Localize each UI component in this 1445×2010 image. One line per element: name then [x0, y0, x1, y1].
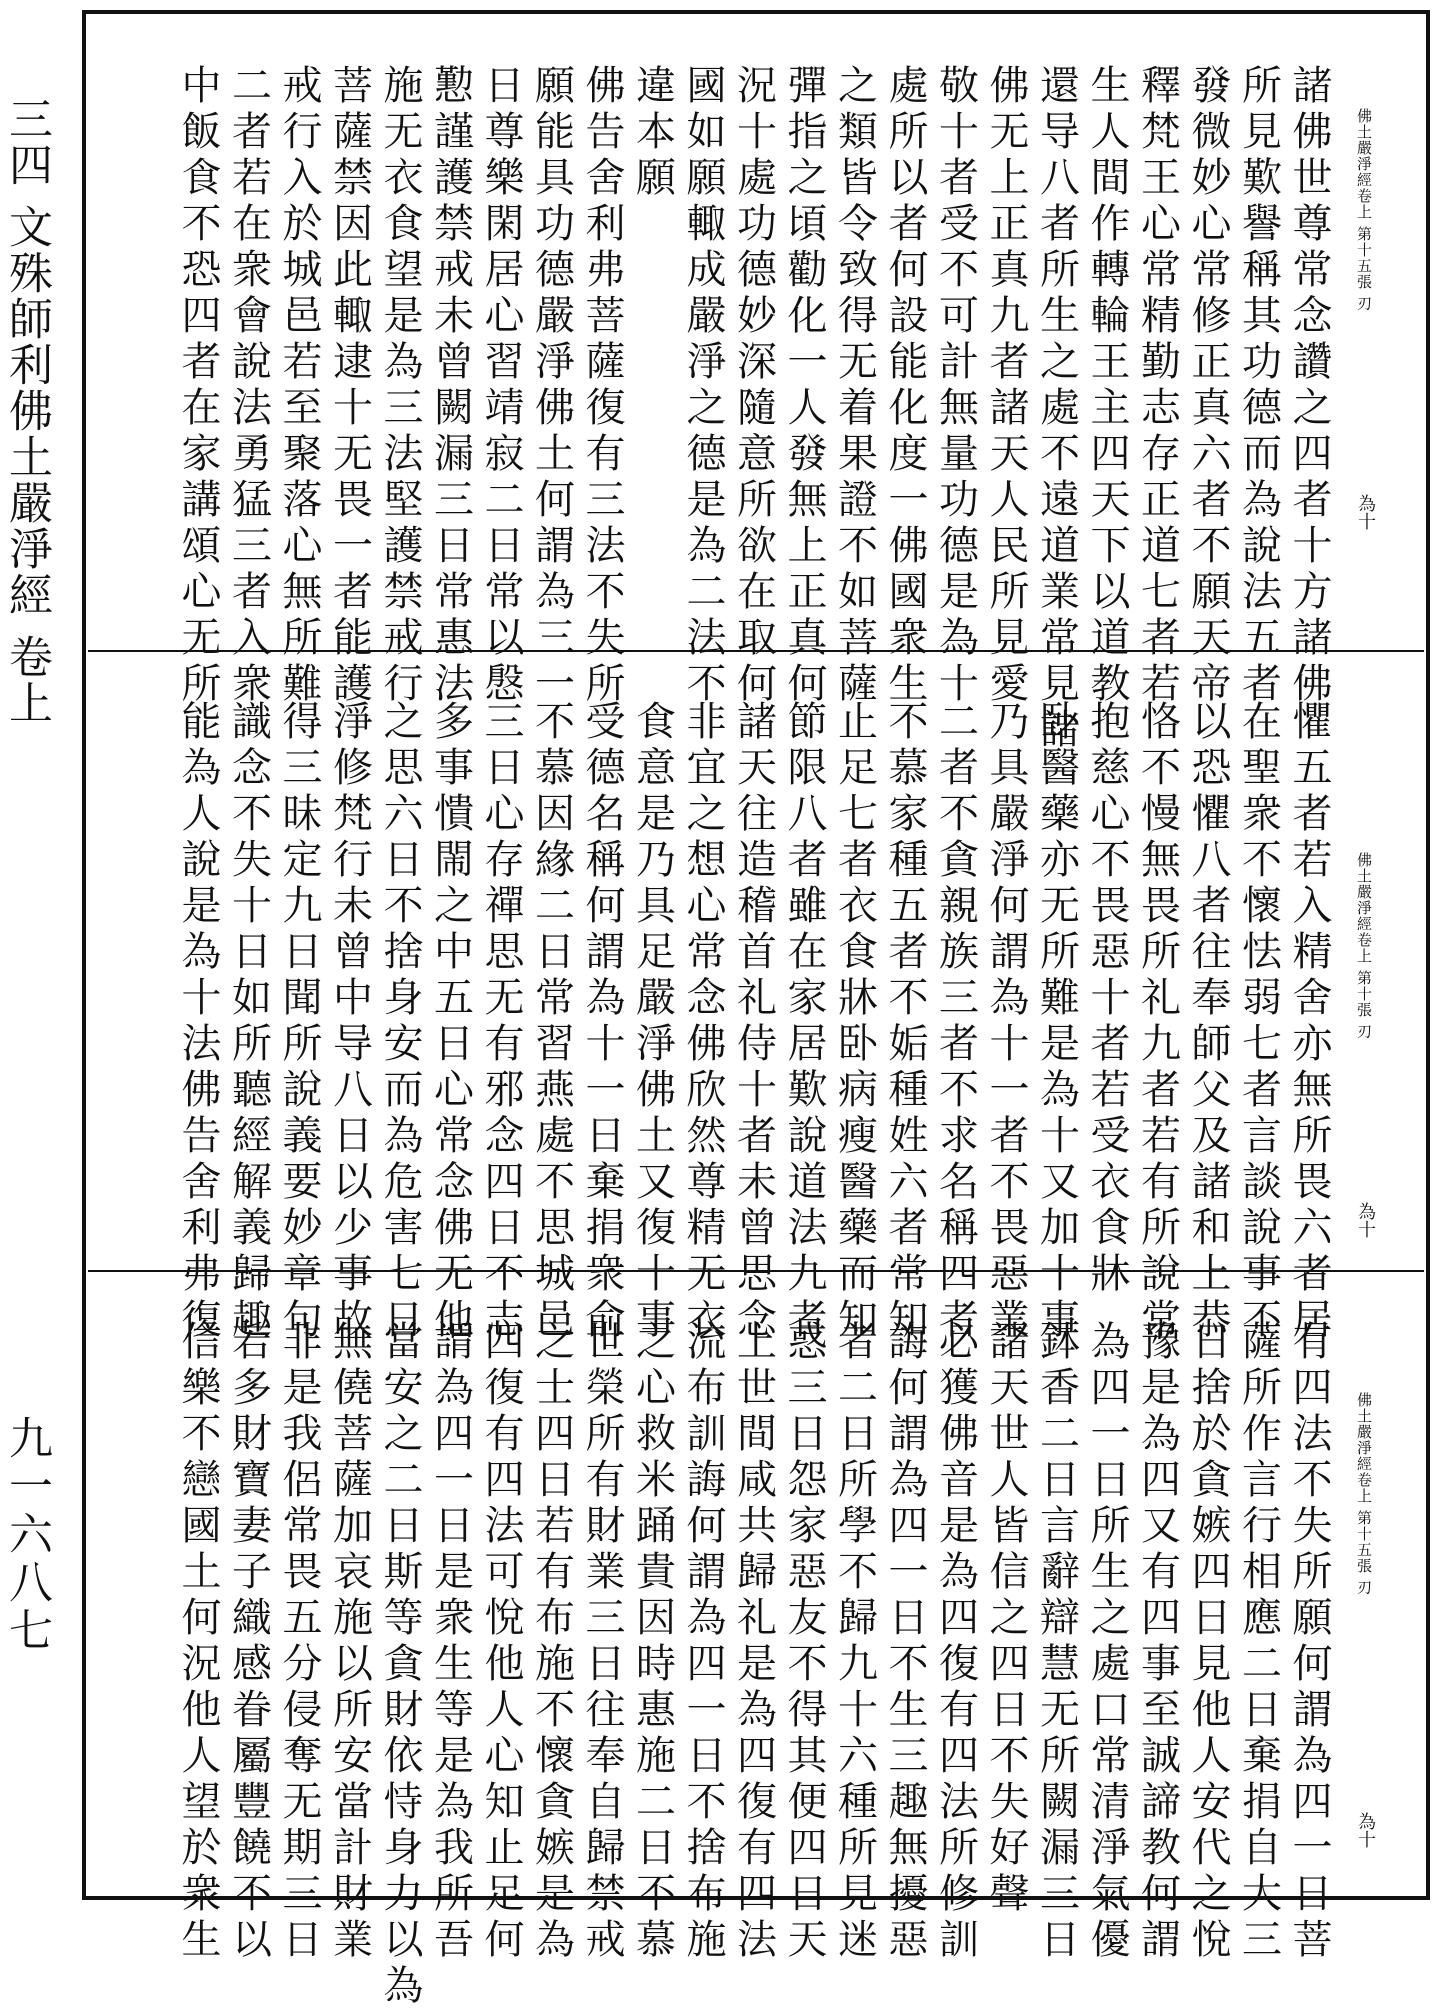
- text-column: 二者若在衆會說法勇猛三者入衆: [225, 64, 272, 708]
- text-column: 四復有四法可悅他人心知止足何: [478, 1320, 524, 1964]
- text-column: 菩薩禁因此輙逮十无畏一者能護: [326, 64, 373, 708]
- text-column: 懃謹護禁戒未曾闕漏三日常惠法: [427, 64, 474, 708]
- text-column: 諸天世人皆信之四日不失好聲: [983, 1320, 1029, 1918]
- text-column: 當安之二日斯等貪財依恃身力以為: [377, 1320, 423, 2010]
- text-column: 日捨於貪嫉四日見他人安代之悅: [1185, 1320, 1231, 1964]
- page-number: 九一六八七: [1, 1415, 52, 1655]
- text-column: 日尊樂閑居心習靖寂二日常以慇: [478, 64, 524, 708]
- text-column: 願能具功德嚴淨佛土何謂為三一: [528, 64, 575, 708]
- text-column: 以恐懼八者往奉師父及諸和上恭: [1185, 700, 1231, 1344]
- text-column: 識念不失十日如所聽經解義歸趣: [225, 700, 272, 1344]
- text-column: 施无衣食望是為三法堅護禁戒行: [377, 64, 423, 708]
- text-column: 處所以者何設能化度一佛國衆生: [882, 64, 928, 708]
- text-column: 惑三日怨家惡友不得其便四日天: [781, 1320, 827, 1964]
- text-column: 恪不慢無畏所礼九者若有所說常: [1134, 700, 1181, 1344]
- text-panel-2: [88, 652, 1424, 1344]
- text-column: 必獲佛音是為四復有四法所修訓: [932, 1320, 979, 1964]
- text-column: 節限八者雖在家居歎說道法九者: [781, 700, 827, 1344]
- text-column: 違本願: [629, 64, 676, 202]
- text-column: 不慕因緣二日常習燕處不思城邑: [528, 700, 575, 1344]
- text-column: 為四一日所生之處口常清淨氣優: [1084, 1320, 1130, 1964]
- text-column: 無僥菩薩加哀施以所安當計財業: [326, 1320, 373, 1964]
- text-column: 乃具嚴淨何謂為十一者不畏惡業: [983, 700, 1029, 1344]
- text-column: 諸佛世尊常念讚之四者十方諸佛: [1286, 64, 1332, 708]
- text-column: 受德名稱何謂為十一日棄捐衆俞: [579, 700, 625, 1344]
- text-column: 誨何謂為四一日不生三趣無擾惡: [882, 1320, 928, 1964]
- text-column: 止足七者衣食牀卧病瘦醫藥而知: [831, 700, 878, 1344]
- text-columns: [88, 1272, 1424, 2010]
- text-column: 食意是乃具足嚴淨佛土又復十事: [629, 700, 676, 1344]
- text-column: 謂為四一日是衆生等是為我所吾: [427, 1320, 474, 1964]
- text-column: 所見歎譽稱其功德而為說法五者: [1235, 64, 1282, 708]
- text-column: 多事憒閙之中五日心常念佛无他: [427, 700, 474, 1344]
- text-column: 鉢香二日言辭辯慧无所闕漏三日: [1033, 1320, 1080, 1964]
- text-column: 國如願輙成嚴淨之德是為二法不: [680, 64, 726, 708]
- volume-title: 三四 文殊師利佛土嚴淨經 卷上: [1, 96, 52, 726]
- panel-margin-mark: 為十: [1355, 1202, 1376, 1238]
- text-panel-1: [88, 16, 1424, 754]
- text-column: 非宜之想心常念佛欣然尊精无衣: [680, 700, 726, 1344]
- text-column: 抱慈心不畏惡十者若受衣食牀: [1084, 700, 1130, 1298]
- text-column: 懼五者若入精舍亦無所畏六者居: [1286, 700, 1332, 1344]
- text-column: 在聖衆不懷怯弱七者言談說事不: [1235, 700, 1282, 1344]
- panel-margin-mark: 為十: [1355, 494, 1376, 530]
- text-column: 彈指之頃勸化一人發無上正真何: [781, 64, 827, 708]
- text-column: 卧醫藥亦无所難是為十又加十事: [1033, 700, 1080, 1344]
- text-column: 薩所作言行相應二日棄捐自大三: [1235, 1320, 1282, 1964]
- text-column: 上世間咸共歸礼是為四復有四法: [730, 1320, 777, 1964]
- text-panel-3: [88, 1272, 1424, 2010]
- text-column: 世榮所有財業三日往奉自歸禁戒: [579, 1320, 625, 1964]
- text-column: 諸天往造稽首礼侍十者未曾思念: [730, 700, 777, 1344]
- text-columns: [88, 652, 1424, 1344]
- text-column: 不慕家種五者不姤種姓六者常知: [882, 700, 928, 1344]
- text-column: 釋梵王心常精勤志存正道七者若: [1134, 64, 1181, 708]
- text-column: 淨修梵行未曾中导八日以少事故: [326, 700, 373, 1344]
- text-column: 生人間作轉輪王主四天下以道教: [1084, 64, 1130, 708]
- text-column: 者二日所學不歸九十六種所見迷: [831, 1320, 878, 1964]
- text-column: 之心救米踊貴因時惠施二日不慕: [629, 1320, 676, 1964]
- panel-header: 佛土嚴淨經卷上 第十張 刃: [1355, 852, 1373, 1040]
- text-column: 有四法不失所願何謂為四一日菩: [1286, 1320, 1332, 1964]
- text-column: 況十處功德妙深隨意所欲在取何: [730, 64, 777, 708]
- text-column: 若多財寶妻子織感眷屬豐饒不以: [225, 1320, 272, 1964]
- text-column: 得三昧定九日聞所說義要妙章句: [276, 700, 322, 1344]
- text-column: 敬十者受不可計無量功德是為十: [932, 64, 979, 708]
- text-column: 二者不貪親族三者不求名稱四者: [932, 700, 979, 1344]
- text-column: 戒行入於城邑若至聚落心無所難: [276, 64, 322, 708]
- text-column: 發微妙心常修正真六者不願天帝: [1185, 64, 1231, 708]
- text-column: 佛告舍利弗菩薩復有三法不失所: [579, 64, 625, 708]
- text-column: 中飯食不恐四者在家講頌心无所: [175, 64, 221, 708]
- text-column: 之思六日不捨身安而為危害七日: [377, 700, 423, 1344]
- text-column: 三日心存禪思无有邪念四日不志: [478, 700, 524, 1344]
- text-column: 非是我侶常畏五分侵奪无期三日: [276, 1320, 322, 1964]
- text-column: 豫是為四又有四事至誠諦教何謂: [1134, 1320, 1181, 1964]
- text-column: 佛无上正真九者諸天人民所見愛: [983, 64, 1029, 708]
- panel-header: 佛土嚴淨經卷上 第十五張 刃: [1355, 1392, 1373, 1596]
- text-column: 之士四日若有布施不懷貪嫉是為: [528, 1320, 575, 1964]
- text-columns: [88, 16, 1424, 754]
- panel-header: 佛土嚴淨經卷上 第十五張 刃: [1355, 108, 1373, 312]
- panel-margin-mark: 為十: [1355, 1812, 1376, 1848]
- text-column: 能為人說是為十法佛告舍利弗復: [175, 700, 221, 1344]
- text-column: 之類皆令致得无着果證不如菩薩: [831, 64, 878, 708]
- text-column: 還导八者所生之處不遠道業常見諸: [1033, 64, 1080, 754]
- text-column: 流布訓誨何謂為四一日不捨布施: [680, 1320, 726, 1964]
- text-column: 信樂不戀國土何況他人望於衆生: [175, 1320, 221, 1964]
